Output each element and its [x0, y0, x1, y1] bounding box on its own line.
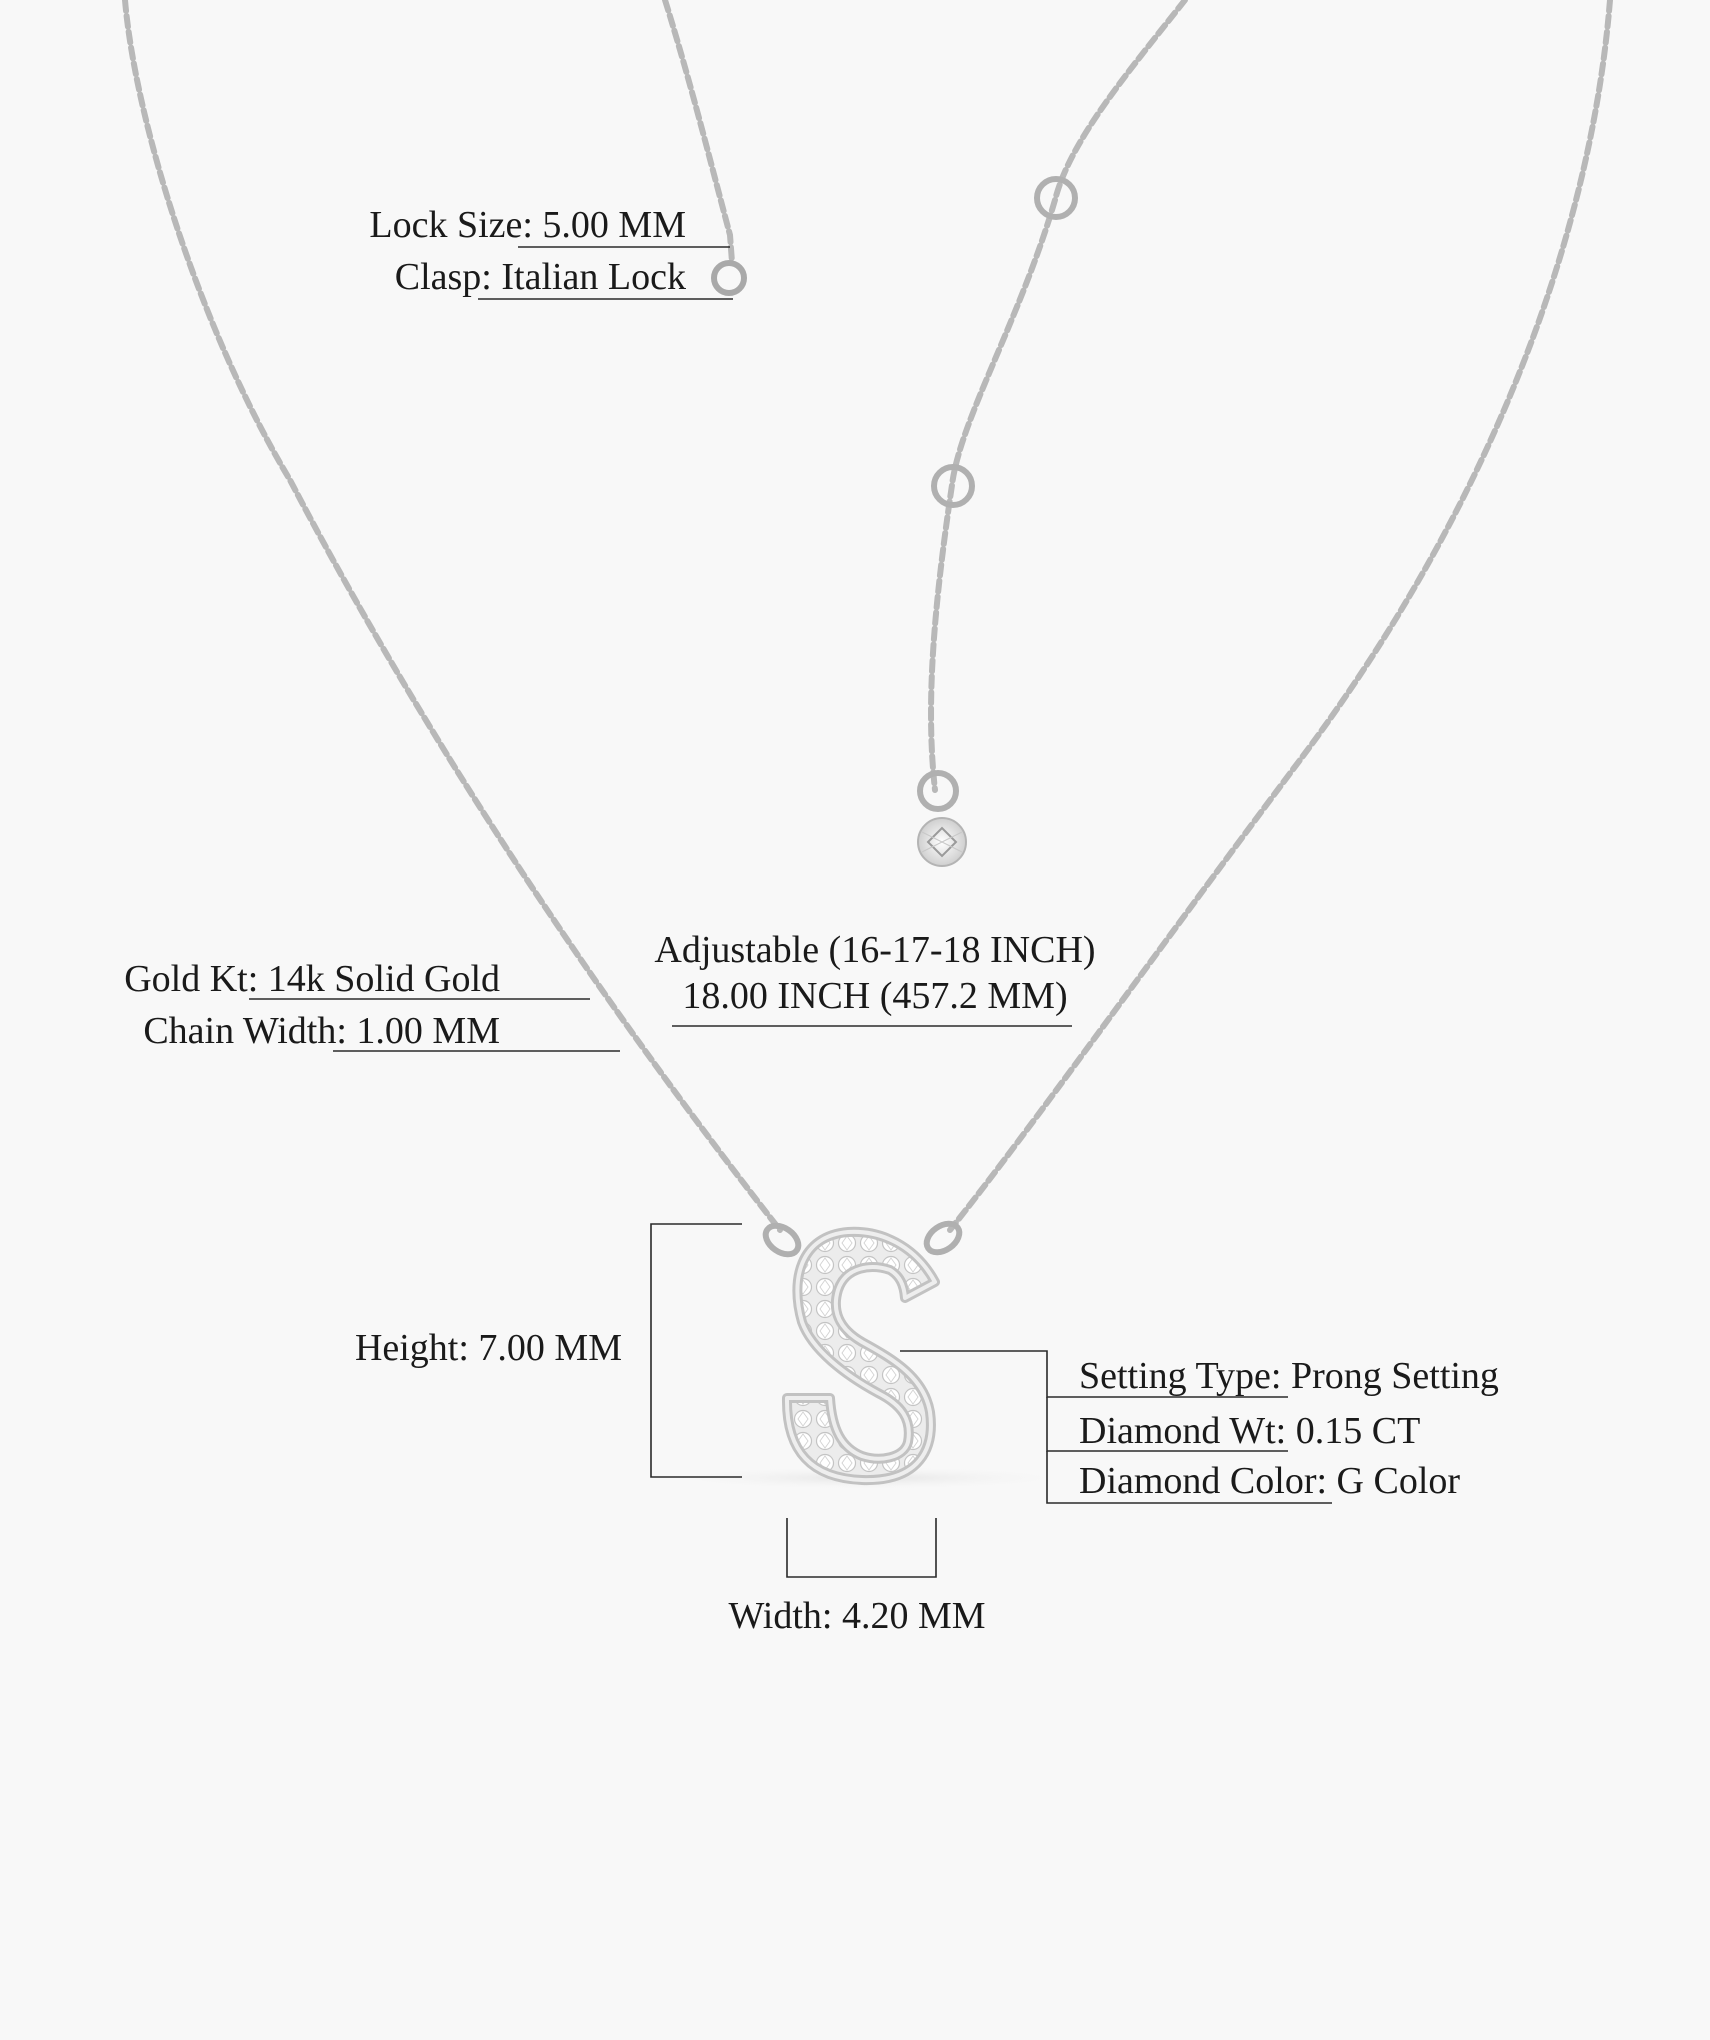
lock-size-spec	[300, 206, 686, 244]
diamond-wt-value: 0.15 CT	[1286, 1410, 1421, 1452]
setting-type-value: Prong Setting	[1281, 1355, 1499, 1397]
diamond-color-label: Diamond Color:	[1079, 1460, 1328, 1502]
lock-size-value: 5.00 MM	[532, 204, 686, 246]
diamond-color-value: G Color	[1327, 1460, 1461, 1502]
gold-kt-label: Gold Kt:	[124, 958, 259, 1000]
pendant-jump-ring-left	[760, 1220, 803, 1260]
height-label: Height:	[354, 1327, 469, 1369]
extender-ring-bottom	[920, 773, 956, 809]
diamond-color-spec	[1079, 1462, 1460, 1500]
clasp-label: Clasp:	[394, 256, 492, 298]
width-bracket	[787, 1518, 936, 1577]
adjustable-spec: Adjustable (16-17-18 INCH)	[654, 929, 1096, 971]
clasp-value: Italian Lock	[491, 256, 686, 298]
length-spec: 18.00 INCH (457.2 MM)	[682, 975, 1068, 1017]
lock-size-label: Lock Size:	[369, 204, 533, 246]
width-label: Width:	[728, 1595, 833, 1637]
s-letter-pendant	[787, 1232, 935, 1480]
extender-end-tag	[918, 818, 966, 866]
height-value: 7.00 MM	[468, 1327, 622, 1369]
setting-type-label: Setting Type:	[1079, 1355, 1282, 1397]
width-value: 4.20 MM	[832, 1595, 986, 1637]
chain-width-value: 1.00 MM	[346, 1010, 500, 1052]
chain-width-label: Chain Width:	[143, 1010, 347, 1052]
gold-kt-spec	[100, 960, 500, 998]
height-bracket	[651, 1224, 742, 1477]
clasp-ring	[714, 263, 744, 293]
width-spec	[660, 1597, 1054, 1635]
chain-extender-segment	[931, 0, 1185, 790]
chain-width-spec	[100, 1012, 500, 1050]
height-spec	[250, 1329, 622, 1367]
diamond-wt-spec	[1079, 1412, 1420, 1450]
clasp-spec	[300, 258, 686, 296]
diamond-wt-label: Diamond Wt:	[1079, 1410, 1287, 1452]
chain-right-strand	[950, 0, 1610, 1230]
setting-type-spec	[1079, 1357, 1499, 1395]
pendant-jump-ring-right	[921, 1218, 964, 1258]
gold-kt-value: 14k Solid Gold	[258, 958, 500, 1000]
